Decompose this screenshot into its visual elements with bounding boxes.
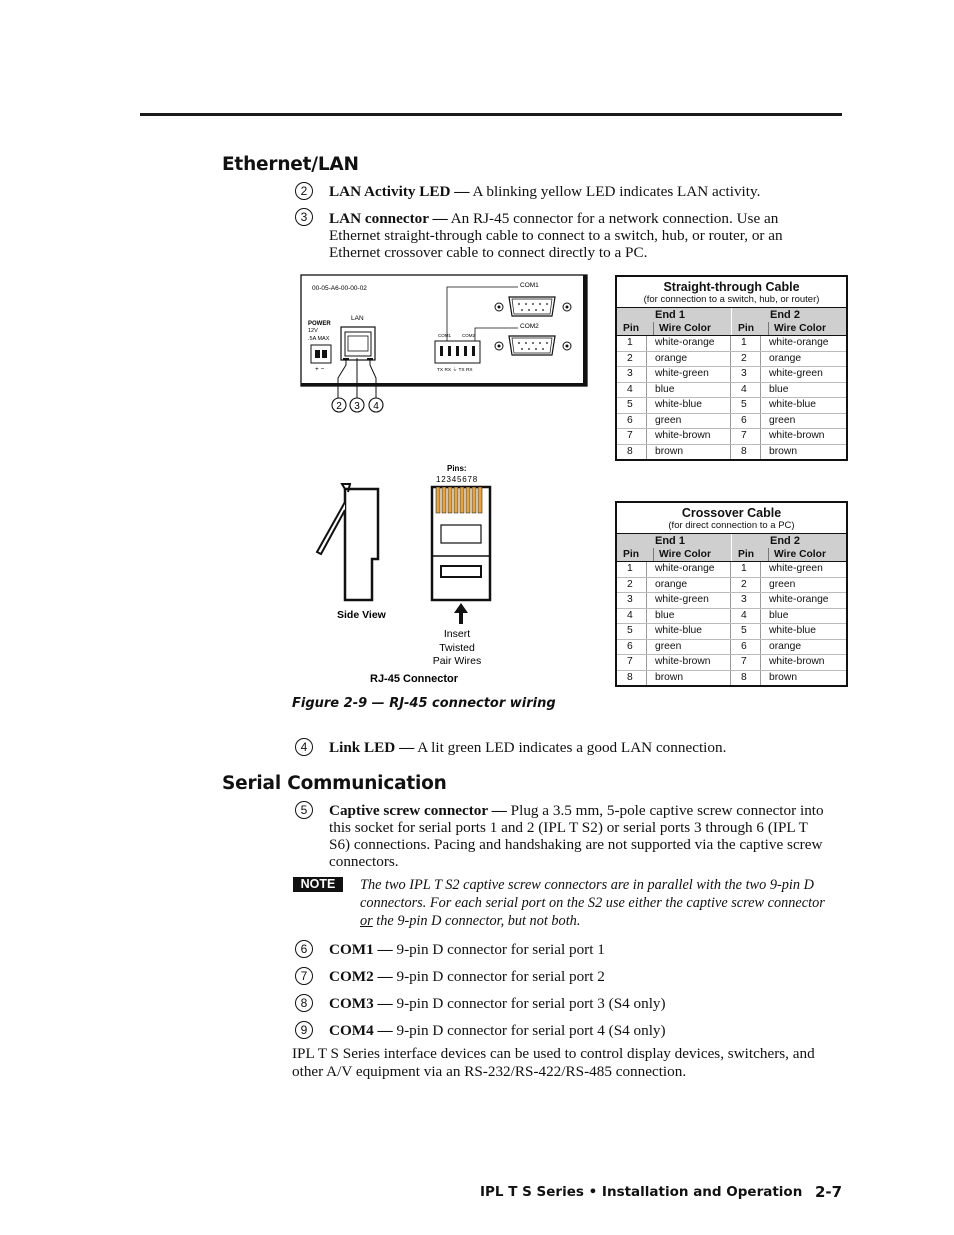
- part-number: 00-05-A6-00-00-02: [312, 285, 367, 292]
- panel-callout-3: 3: [354, 401, 360, 412]
- panel-callouts: [332, 398, 383, 412]
- rj45-figure-drawing: [290, 270, 610, 690]
- note-text-after: the 9-pin D connector, but not both.: [372, 913, 581, 929]
- power-pins: + −: [315, 366, 325, 373]
- pin-header: Pin: [617, 322, 654, 335]
- end2-pin-cell: 3: [731, 593, 761, 608]
- callout-4: 4: [295, 738, 313, 756]
- callout-6: 6: [295, 940, 313, 958]
- end1-pin-cell: 5: [617, 624, 647, 639]
- callout-9: 9: [295, 1021, 313, 1039]
- callout-5: 5: [295, 801, 313, 819]
- item-term: Link LED —: [329, 739, 415, 756]
- lan-connector-item: [329, 210, 824, 261]
- header-rule: [140, 113, 842, 116]
- end2-pin-cell: 3: [731, 367, 761, 382]
- panel-callout-2: 2: [336, 401, 342, 412]
- figure-caption: Figure 2-9 — RJ-45 connector wiring: [292, 696, 556, 711]
- end1-pin-cell: 4: [617, 609, 647, 624]
- item-term: COM1 —: [329, 941, 393, 958]
- end1-pin-cell: 7: [617, 655, 647, 670]
- end2-pin-cell: 8: [731, 445, 761, 460]
- closing-paragraph: IPL T S Series interface devices can be used to control display devices, switchers, and other A/V equipment via an RS-232/RS-422/RS-485 connection.: [292, 1045, 815, 1080]
- callout-8: 8: [295, 994, 313, 1012]
- power-volts: 12V: [308, 328, 318, 334]
- end1-color-cell: white-blue: [647, 398, 731, 413]
- pins-numbers: 12345678: [436, 475, 478, 484]
- captive-pin-labels: TX RX ⏚ TX RX: [437, 368, 473, 373]
- straight-rows: [617, 336, 846, 459]
- power-label: POWER: [308, 321, 331, 327]
- end1-color-cell: brown: [647, 671, 731, 686]
- end2-pin-cell: 2: [731, 352, 761, 367]
- table-row: [617, 336, 846, 352]
- end1-pin-cell: 1: [617, 562, 647, 577]
- table-row: [617, 655, 846, 671]
- com2-label: COM2: [520, 323, 539, 330]
- end1-color-cell: white-brown: [647, 655, 731, 670]
- table-subtitle: (for connection to a switch, hub, or router): [617, 294, 846, 308]
- item-term: LAN Activity LED —: [329, 183, 470, 200]
- end-2-header: End 2: [770, 309, 800, 321]
- item-term: COM2 —: [329, 968, 393, 985]
- end-1-header: End 1: [655, 309, 685, 321]
- end1-pin-cell: 2: [617, 578, 647, 593]
- end2-color-cell: white-brown: [769, 430, 825, 441]
- end1-color-cell: green: [647, 640, 731, 655]
- wire-color-header: Wire Color: [659, 323, 711, 334]
- end1-pin-cell: 7: [617, 429, 647, 444]
- wire-color-header: Wire Color: [774, 549, 826, 560]
- end1-color-cell: white-orange: [647, 336, 731, 351]
- end1-color-cell: orange: [647, 352, 731, 367]
- ethernet-heading: Ethernet/LAN: [222, 154, 359, 175]
- end1-pin-cell: 3: [617, 367, 647, 382]
- end1-pin-cell: 8: [617, 445, 647, 460]
- end1-color-cell: white-blue: [647, 624, 731, 639]
- end2-color-cell: white-brown: [769, 656, 825, 667]
- table-row: [617, 640, 846, 656]
- note-text: [360, 876, 840, 930]
- serial-heading: Serial Communication: [222, 773, 447, 794]
- item-text: A lit green LED indicates a good LAN connection.: [414, 739, 727, 756]
- pin-header: Pin: [617, 548, 654, 561]
- link-led-item: [329, 739, 829, 756]
- end2-color-cell: blue: [769, 383, 789, 395]
- end1-pin-cell: 6: [617, 640, 647, 655]
- rj45-side-view: [317, 484, 387, 621]
- end2-pin-cell: 6: [731, 414, 761, 429]
- end1-color-cell: white-orange: [647, 562, 731, 577]
- note-badge: NOTE: [293, 877, 343, 892]
- end1-color-cell: brown: [647, 445, 731, 460]
- end1-color-cell: green: [647, 414, 731, 429]
- com2-item: [329, 968, 829, 985]
- lan-label: LAN: [351, 315, 364, 322]
- end2-color-cell: blue: [769, 609, 789, 621]
- com3-item: [329, 995, 829, 1012]
- end1-color-cell: white-green: [647, 367, 731, 382]
- end2-color-cell: white-blue: [769, 399, 816, 410]
- end2-pin-cell: 4: [731, 383, 761, 398]
- end2-color-cell: white-orange: [769, 594, 829, 605]
- table-row: [617, 593, 846, 609]
- end-2-header: End 2: [770, 535, 800, 547]
- table-header: [617, 308, 846, 336]
- item-text: 9-pin D connector for serial port 4 (S4 only): [392, 1022, 666, 1039]
- end1-color-cell: blue: [647, 609, 731, 624]
- end1-pin-cell: 5: [617, 398, 647, 413]
- crossover-table: [615, 501, 848, 687]
- insert-line-2: Twisted: [439, 642, 475, 654]
- note-text-before: The two IPL T S2 captive screw connectors are in parallel with the two 9-pin D connectors. For each serial port on the S2 use either the captive screw connector: [360, 877, 825, 911]
- end2-color-cell: orange: [769, 352, 802, 364]
- table-subtitle: (for direct connection to a PC): [617, 520, 846, 534]
- table-row: [617, 578, 846, 594]
- end2-pin-cell: 1: [731, 336, 761, 351]
- end1-pin-cell: 1: [617, 336, 647, 351]
- item-text: 9-pin D connector for serial port 3 (S4 only): [392, 995, 666, 1012]
- table-row: [617, 383, 846, 399]
- end1-color-cell: orange: [647, 578, 731, 593]
- end1-pin-cell: 4: [617, 383, 647, 398]
- item-term: COM3 —: [329, 995, 393, 1012]
- pin-header: Pin: [732, 548, 769, 561]
- callout-2: 2: [295, 182, 313, 200]
- power-amps: .5A MAX: [308, 336, 330, 342]
- end2-color-cell: orange: [769, 640, 802, 652]
- straight-through-table: [615, 275, 848, 461]
- table-row: [617, 609, 846, 625]
- wire-color-header: Wire Color: [774, 323, 826, 334]
- item-text: 9-pin D connector for serial port 1: [392, 941, 605, 958]
- end2-color-cell: white-orange: [769, 337, 829, 348]
- end2-pin-cell: 5: [731, 624, 761, 639]
- small-com2-label: COM2: [462, 333, 476, 338]
- panel-callout-4: 4: [373, 401, 379, 412]
- end1-pin-cell: 3: [617, 593, 647, 608]
- end2-color-cell: white-blue: [769, 625, 816, 636]
- callout-3: 3: [295, 208, 313, 226]
- table-row: [617, 429, 846, 445]
- insert-line-1: Insert: [443, 628, 471, 640]
- table-row: [617, 671, 846, 686]
- end2-color-cell: brown: [769, 671, 798, 683]
- side-view-label: Side View: [337, 609, 386, 621]
- end1-color-cell: blue: [647, 383, 731, 398]
- table-header: [617, 534, 846, 562]
- item-text: Plug a 3.5 mm, 5-pole captive screw connector into this socket for serial ports 1 and 2 (IPL T S2) or serial ports 3 through 6 (IPL T S6) connections. Pacing and handshaking are not supported via the captive screw connectors.: [329, 802, 824, 870]
- lan-activity-led-item: [329, 183, 829, 200]
- crossover-rows: [617, 562, 846, 685]
- item-text: A blinking yellow LED indicates LAN activity.: [469, 183, 761, 200]
- table-row: [617, 398, 846, 414]
- captive-screw-item: [329, 802, 824, 870]
- table-row: [617, 624, 846, 640]
- rear-panel: [301, 275, 587, 398]
- insert-line-3: Pair Wires: [432, 655, 482, 667]
- end2-color-cell: brown: [769, 445, 798, 457]
- table-row: [617, 352, 846, 368]
- end2-pin-cell: 8: [731, 671, 761, 686]
- table-title: Crossover Cable: [681, 506, 782, 520]
- table-row: [617, 562, 846, 578]
- pin-header: Pin: [732, 322, 769, 335]
- end2-pin-cell: 7: [731, 429, 761, 444]
- end2-pin-cell: 5: [731, 398, 761, 413]
- pins-label: Pins:: [447, 464, 467, 473]
- item-text: 9-pin D connector for serial port 2: [392, 968, 605, 985]
- item-term: COM4 —: [329, 1022, 393, 1039]
- end2-pin-cell: 1: [731, 562, 761, 577]
- callout-7: 7: [295, 967, 313, 985]
- end2-pin-cell: 6: [731, 640, 761, 655]
- end2-pin-cell: 7: [731, 655, 761, 670]
- page-number: 2-7: [815, 1183, 843, 1201]
- note-text-or: or: [360, 913, 373, 929]
- table-title: Straight-through Cable: [663, 280, 800, 294]
- table-row: [617, 414, 846, 430]
- end2-color-cell: green: [769, 414, 796, 426]
- item-term: Captive screw connector —: [329, 802, 507, 819]
- end2-color-cell: green: [769, 578, 796, 590]
- footer-title: IPL T S Series • Installation and Operation: [480, 1184, 803, 1200]
- small-com1-label: COM1: [438, 333, 452, 338]
- rj45-connector-title: RJ-45 Connector: [370, 673, 459, 685]
- end1-pin-cell: 8: [617, 671, 647, 686]
- end2-color-cell: white-green: [769, 368, 823, 379]
- item-text: An RJ-45 connector for a network connection. Use an Ethernet straight-through cable to connect to a switch, hub, or router, or an Ethernet crossover cable to connect directly to a PC.: [329, 210, 783, 261]
- end2-pin-cell: 2: [731, 578, 761, 593]
- com1-label: COM1: [520, 282, 539, 289]
- wire-color-header: Wire Color: [659, 549, 711, 560]
- end2-color-cell: white-green: [769, 563, 823, 574]
- end1-pin-cell: 6: [617, 414, 647, 429]
- end2-pin-cell: 4: [731, 609, 761, 624]
- end1-color-cell: white-brown: [647, 429, 731, 444]
- end-1-header: End 1: [655, 535, 685, 547]
- rj45-front-view: [432, 464, 490, 667]
- table-row: [617, 367, 846, 383]
- com1-item: [329, 941, 829, 958]
- com4-item: [329, 1022, 829, 1039]
- end1-pin-cell: 2: [617, 352, 647, 367]
- table-row: [617, 445, 846, 460]
- end1-color-cell: white-green: [647, 593, 731, 608]
- item-term: LAN connector —: [329, 210, 448, 227]
